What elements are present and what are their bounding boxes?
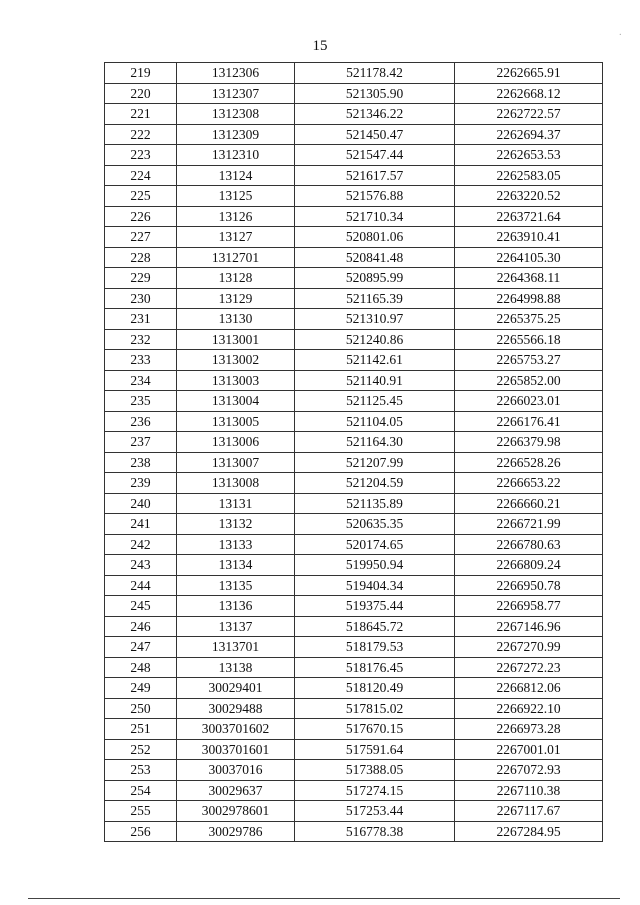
row-number-cell: 228	[105, 247, 177, 268]
y-coordinate-cell: 2265566.18	[455, 329, 603, 350]
x-coordinate-cell: 520895.99	[295, 268, 455, 289]
corner-mark: ·	[618, 30, 622, 41]
table-row	[105, 288, 603, 309]
y-coordinate-cell: 2266528.26	[455, 452, 603, 473]
row-number-cell: 222	[105, 124, 177, 145]
table-row	[105, 145, 603, 166]
row-number-cell: 243	[105, 555, 177, 576]
point-id-cell: 1312309	[177, 124, 295, 145]
row-number-cell: 238	[105, 452, 177, 473]
point-id-cell: 13135	[177, 575, 295, 596]
point-id-cell: 13128	[177, 268, 295, 289]
row-number-cell: 226	[105, 206, 177, 227]
point-id-cell: 30029786	[177, 821, 295, 842]
point-id-cell: 13129	[177, 288, 295, 309]
row-number-cell: 224	[105, 165, 177, 186]
y-coordinate-cell: 2267001.01	[455, 739, 603, 760]
coordinate-table-body	[105, 63, 603, 842]
point-id-cell: 1312307	[177, 83, 295, 104]
y-coordinate-cell: 2267272.23	[455, 657, 603, 678]
row-number-cell: 254	[105, 780, 177, 801]
x-coordinate-cell: 517274.15	[295, 780, 455, 801]
table-row	[105, 719, 603, 740]
x-coordinate-cell: 517388.05	[295, 760, 455, 781]
x-coordinate-cell: 516778.38	[295, 821, 455, 842]
table-row	[105, 575, 603, 596]
y-coordinate-cell: 2265852.00	[455, 370, 603, 391]
row-number-cell: 221	[105, 104, 177, 125]
row-number-cell: 253	[105, 760, 177, 781]
point-id-cell: 13132	[177, 514, 295, 535]
point-id-cell: 13137	[177, 616, 295, 637]
table-row	[105, 473, 603, 494]
point-id-cell: 3003701601	[177, 739, 295, 760]
x-coordinate-cell: 521142.61	[295, 350, 455, 371]
table-row	[105, 452, 603, 473]
table-row	[105, 186, 603, 207]
row-number-cell: 256	[105, 821, 177, 842]
x-coordinate-cell: 521310.97	[295, 309, 455, 330]
x-coordinate-cell: 521617.57	[295, 165, 455, 186]
table-row	[105, 821, 603, 842]
y-coordinate-cell: 2266780.63	[455, 534, 603, 555]
point-id-cell: 1313701	[177, 637, 295, 658]
point-id-cell: 13133	[177, 534, 295, 555]
x-coordinate-cell: 521140.91	[295, 370, 455, 391]
x-coordinate-cell: 521576.88	[295, 186, 455, 207]
row-number-cell: 223	[105, 145, 177, 166]
y-coordinate-cell: 2262722.57	[455, 104, 603, 125]
point-id-cell: 13138	[177, 657, 295, 678]
x-coordinate-cell: 520801.06	[295, 227, 455, 248]
point-id-cell: 30037016	[177, 760, 295, 781]
row-number-cell: 248	[105, 657, 177, 678]
y-coordinate-cell: 2265753.27	[455, 350, 603, 371]
table-row	[105, 268, 603, 289]
row-number-cell: 239	[105, 473, 177, 494]
y-coordinate-cell: 2264368.11	[455, 268, 603, 289]
y-coordinate-cell: 2266379.98	[455, 432, 603, 453]
point-id-cell: 13130	[177, 309, 295, 330]
row-number-cell: 245	[105, 596, 177, 617]
row-number-cell: 235	[105, 391, 177, 412]
table-row	[105, 780, 603, 801]
y-coordinate-cell: 2266023.01	[455, 391, 603, 412]
table-row	[105, 350, 603, 371]
table-row	[105, 555, 603, 576]
table-row	[105, 616, 603, 637]
point-id-cell: 13136	[177, 596, 295, 617]
table-row	[105, 514, 603, 535]
point-id-cell: 1313004	[177, 391, 295, 412]
table-row	[105, 63, 603, 84]
point-id-cell: 3002978601	[177, 801, 295, 822]
x-coordinate-cell: 518179.53	[295, 637, 455, 658]
x-coordinate-cell: 521710.34	[295, 206, 455, 227]
y-coordinate-cell: 2266176.41	[455, 411, 603, 432]
point-id-cell: 1313007	[177, 452, 295, 473]
y-coordinate-cell: 2262653.53	[455, 145, 603, 166]
point-id-cell: 30029401	[177, 678, 295, 699]
y-coordinate-cell: 2262665.91	[455, 63, 603, 84]
point-id-cell: 1312701	[177, 247, 295, 268]
x-coordinate-cell: 517591.64	[295, 739, 455, 760]
x-coordinate-cell: 518176.45	[295, 657, 455, 678]
y-coordinate-cell: 2267110.38	[455, 780, 603, 801]
table-row	[105, 596, 603, 617]
table-row	[105, 411, 603, 432]
x-coordinate-cell: 521135.89	[295, 493, 455, 514]
x-coordinate-cell: 521178.42	[295, 63, 455, 84]
table-row	[105, 227, 603, 248]
x-coordinate-cell: 517253.44	[295, 801, 455, 822]
row-number-cell: 251	[105, 719, 177, 740]
x-coordinate-cell: 518120.49	[295, 678, 455, 699]
point-id-cell: 13131	[177, 493, 295, 514]
row-number-cell: 233	[105, 350, 177, 371]
row-number-cell: 225	[105, 186, 177, 207]
y-coordinate-cell: 2262668.12	[455, 83, 603, 104]
table-row	[105, 432, 603, 453]
x-coordinate-cell: 521240.86	[295, 329, 455, 350]
x-coordinate-cell: 521125.45	[295, 391, 455, 412]
row-number-cell: 242	[105, 534, 177, 555]
row-number-cell: 244	[105, 575, 177, 596]
y-coordinate-cell: 2262694.37	[455, 124, 603, 145]
row-number-cell: 241	[105, 514, 177, 535]
x-coordinate-cell: 517670.15	[295, 719, 455, 740]
row-number-cell: 227	[105, 227, 177, 248]
table-row	[105, 801, 603, 822]
y-coordinate-cell: 2266973.28	[455, 719, 603, 740]
coordinate-table	[104, 62, 603, 842]
x-coordinate-cell: 518645.72	[295, 616, 455, 637]
y-coordinate-cell: 2267146.96	[455, 616, 603, 637]
x-coordinate-cell: 521547.44	[295, 145, 455, 166]
table-row	[105, 247, 603, 268]
y-coordinate-cell: 2267270.99	[455, 637, 603, 658]
y-coordinate-cell: 2267117.67	[455, 801, 603, 822]
y-coordinate-cell: 2266922.10	[455, 698, 603, 719]
table-row	[105, 739, 603, 760]
y-coordinate-cell: 2266653.22	[455, 473, 603, 494]
table-row	[105, 391, 603, 412]
y-coordinate-cell: 2264105.30	[455, 247, 603, 268]
y-coordinate-cell: 2263220.52	[455, 186, 603, 207]
point-id-cell: 3003701602	[177, 719, 295, 740]
table-row	[105, 698, 603, 719]
y-coordinate-cell: 2267072.93	[455, 760, 603, 781]
table-row	[105, 534, 603, 555]
table-row	[105, 657, 603, 678]
table-row	[105, 370, 603, 391]
y-coordinate-cell: 2262583.05	[455, 165, 603, 186]
x-coordinate-cell: 521165.39	[295, 288, 455, 309]
footer-divider	[28, 898, 620, 899]
point-id-cell: 30029488	[177, 698, 295, 719]
row-number-cell: 230	[105, 288, 177, 309]
row-number-cell: 250	[105, 698, 177, 719]
point-id-cell: 1312308	[177, 104, 295, 125]
point-id-cell: 1312310	[177, 145, 295, 166]
table-row	[105, 760, 603, 781]
point-id-cell: 1313008	[177, 473, 295, 494]
x-coordinate-cell: 519950.94	[295, 555, 455, 576]
x-coordinate-cell: 520174.65	[295, 534, 455, 555]
y-coordinate-cell: 2266721.99	[455, 514, 603, 535]
point-id-cell: 1313005	[177, 411, 295, 432]
row-number-cell: 236	[105, 411, 177, 432]
row-number-cell: 255	[105, 801, 177, 822]
row-number-cell: 229	[105, 268, 177, 289]
x-coordinate-cell: 521104.05	[295, 411, 455, 432]
y-coordinate-cell: 2266660.21	[455, 493, 603, 514]
x-coordinate-cell: 521346.22	[295, 104, 455, 125]
table-row	[105, 104, 603, 125]
point-id-cell: 13127	[177, 227, 295, 248]
point-id-cell: 13126	[177, 206, 295, 227]
row-number-cell: 249	[105, 678, 177, 699]
table-row	[105, 206, 603, 227]
table-row	[105, 83, 603, 104]
y-coordinate-cell: 2267284.95	[455, 821, 603, 842]
table-row	[105, 493, 603, 514]
y-coordinate-cell: 2266958.77	[455, 596, 603, 617]
point-id-cell: 1312306	[177, 63, 295, 84]
row-number-cell: 232	[105, 329, 177, 350]
x-coordinate-cell: 520635.35	[295, 514, 455, 535]
point-id-cell: 1313001	[177, 329, 295, 350]
x-coordinate-cell: 519404.34	[295, 575, 455, 596]
y-coordinate-cell: 2263721.64	[455, 206, 603, 227]
row-number-cell: 247	[105, 637, 177, 658]
y-coordinate-cell: 2266812.06	[455, 678, 603, 699]
x-coordinate-cell: 519375.44	[295, 596, 455, 617]
y-coordinate-cell: 2266809.24	[455, 555, 603, 576]
x-coordinate-cell: 517815.02	[295, 698, 455, 719]
row-number-cell: 231	[105, 309, 177, 330]
x-coordinate-cell: 521305.90	[295, 83, 455, 104]
table-row	[105, 678, 603, 699]
page-number: 15	[312, 38, 328, 54]
table-row	[105, 329, 603, 350]
x-coordinate-cell: 520841.48	[295, 247, 455, 268]
point-id-cell: 1313003	[177, 370, 295, 391]
point-id-cell: 30029637	[177, 780, 295, 801]
table-row	[105, 124, 603, 145]
row-number-cell: 252	[105, 739, 177, 760]
table-row	[105, 165, 603, 186]
point-id-cell: 1313006	[177, 432, 295, 453]
row-number-cell: 240	[105, 493, 177, 514]
row-number-cell: 220	[105, 83, 177, 104]
x-coordinate-cell: 521204.59	[295, 473, 455, 494]
y-coordinate-cell: 2266950.78	[455, 575, 603, 596]
x-coordinate-cell: 521164.30	[295, 432, 455, 453]
row-number-cell: 219	[105, 63, 177, 84]
row-number-cell: 234	[105, 370, 177, 391]
point-id-cell: 13134	[177, 555, 295, 576]
table-row	[105, 637, 603, 658]
row-number-cell: 237	[105, 432, 177, 453]
x-coordinate-cell: 521450.47	[295, 124, 455, 145]
point-id-cell: 13125	[177, 186, 295, 207]
y-coordinate-cell: 2264998.88	[455, 288, 603, 309]
point-id-cell: 1313002	[177, 350, 295, 371]
table-row	[105, 309, 603, 330]
y-coordinate-cell: 2265375.25	[455, 309, 603, 330]
point-id-cell: 13124	[177, 165, 295, 186]
y-coordinate-cell: 2263910.41	[455, 227, 603, 248]
x-coordinate-cell: 521207.99	[295, 452, 455, 473]
row-number-cell: 246	[105, 616, 177, 637]
